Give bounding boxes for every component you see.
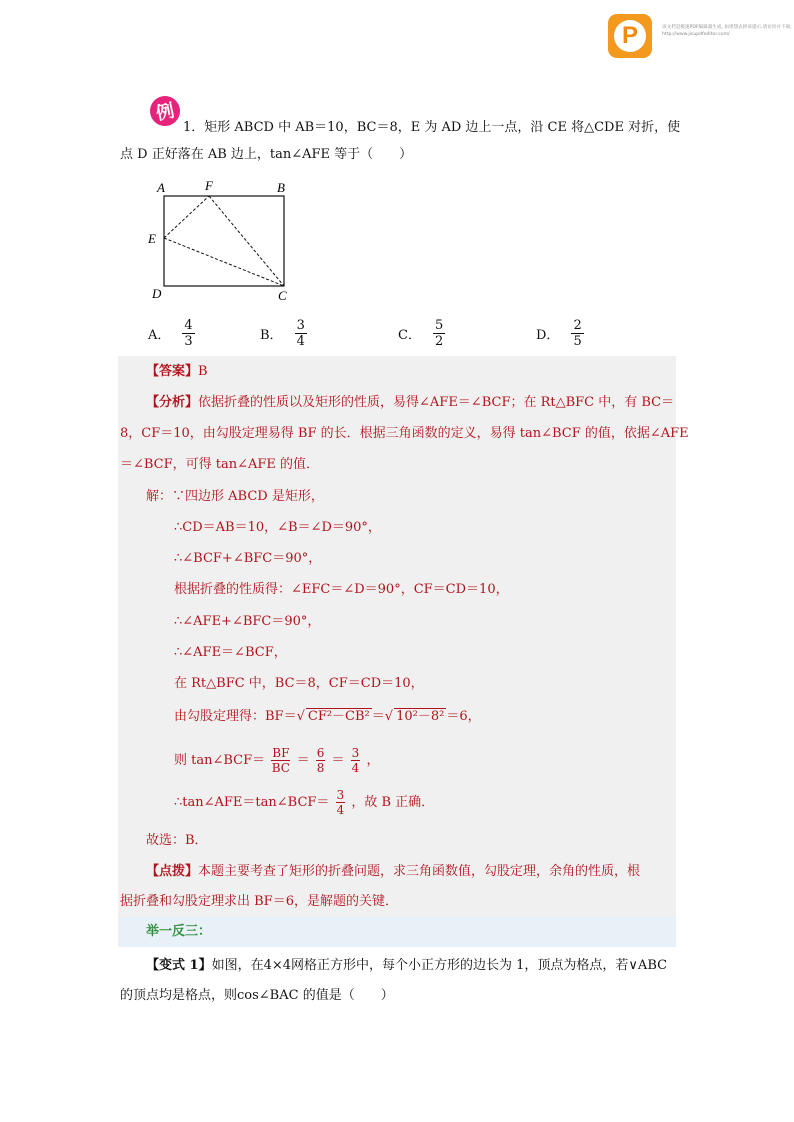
choice-b-den: 4 (296, 334, 305, 349)
rectangle-abcd (164, 196, 284, 286)
conclusion-suffix: ，故 B 正确． (351, 795, 435, 810)
choice-a-num: 4 (184, 318, 193, 333)
solution-line-9 (174, 746, 379, 775)
solution-line-7: 在 Rt△BFC 中，BC＝8，CF＝CD＝10， (174, 676, 424, 691)
label-f: F (205, 178, 213, 193)
watermark-text: 该文档是极速PDF编辑器生成, 如果想去掉该提示,请访问并下载: http://www.jisupdfeditor.com/ (662, 25, 792, 37)
segment-ef (164, 196, 209, 238)
choice-c-fraction (433, 318, 445, 349)
answer-value: B (198, 364, 208, 379)
choice-a (148, 318, 195, 349)
analysis-line-2: 8，CF＝10，由勾股定理易得 BF 的长．根据三角函数的定义，易得 tan∠BCF 的值，依据∠AFE (120, 426, 689, 441)
sqrt-expression-2: 10²－8² (396, 709, 445, 724)
app-logo (608, 14, 652, 58)
example-badge: 例 (147, 93, 183, 129)
choice-c-label: C． (398, 328, 421, 343)
solution-line-4: 根据折叠的性质得：∠EFC＝∠D＝90°，CF＝CD＝10， (174, 582, 509, 597)
fraction-final-den: 4 (336, 803, 345, 817)
fraction-bf-bc (271, 746, 290, 775)
variant-text-1: 如图，在4×4网格正方形中，每个小正方形的边长为 1，顶点为格点，若∨ABC (211, 958, 668, 973)
fraction-8-den: 8 (316, 761, 325, 775)
tip-tag: 【点拨】 (146, 864, 199, 879)
analysis-line-3: ＝∠BCF，可得 tan∠AFE 的值． (120, 457, 320, 472)
tan-equals-1: ＝ (296, 753, 310, 768)
analysis-text-1: 依据折叠的性质以及矩形的性质，易得∠AFE＝∠BCF；在 Rt△BFC 中，有 BC＝ (198, 395, 675, 410)
tip-line-1 (146, 864, 640, 880)
variant-line-2: 的顶点均是格点，则cos∠BAC 的值是（ ） (120, 988, 394, 1003)
pythag-result: ＝6， (446, 709, 481, 724)
variant-tag: 【变式 1】 (146, 958, 212, 973)
practice-heading: 举一反三： (146, 924, 212, 939)
label-a: A (157, 180, 165, 195)
tan-prefix: 则 tan∠BCF＝ (174, 753, 266, 768)
variant-line-1 (146, 958, 667, 974)
label-b: B (277, 180, 285, 195)
logo-letter: P (614, 20, 646, 52)
tan-equals-2: ＝ (331, 753, 345, 768)
solution-line-3: ∴∠BCF+∠BFC＝90°， (174, 551, 322, 566)
fraction-6-8 (316, 746, 326, 775)
choice-b-num: 3 (296, 318, 305, 333)
label-c: C (278, 288, 287, 303)
fraction-bf-num: BF (272, 746, 290, 760)
pythag-prefix: 由勾股定理得：BF＝ (174, 709, 297, 724)
pythag-equals: ＝ (371, 709, 385, 724)
choice-b-fraction (295, 318, 307, 349)
fraction-bc-den: BC (271, 761, 290, 775)
choice-b (260, 318, 307, 349)
choice-d (536, 318, 584, 349)
answer-choices (148, 318, 708, 358)
label-d: D (152, 286, 162, 301)
fraction-6-num: 6 (316, 746, 325, 760)
tan-suffix: ， (366, 753, 380, 768)
solution-panel (118, 356, 689, 917)
choice-d-label: D． (536, 328, 560, 343)
conclusion-prefix: ∴tan∠AFE＝tan∠BCF＝ (174, 795, 330, 810)
analysis-line-1 (146, 395, 674, 411)
tip-text-1: 本题主要考查了矩形的折叠问题，求三角函数值，勾股定理，余角的性质，根 (198, 864, 641, 879)
solution-line-2: ∴CD＝AB＝10，∠B＝∠D＝90°， (174, 520, 381, 535)
solution-line-10 (174, 788, 434, 817)
choice-d-fraction (571, 318, 583, 349)
choice-d-den: 5 (573, 334, 582, 349)
choice-c (398, 318, 445, 349)
choice-b-label: B． (260, 328, 283, 343)
analysis-tag: 【分析】 (146, 395, 199, 410)
question-line-1: 1．矩形 ABCD 中 AB＝10，BC＝8，E 为 AD 边上一点，沿 CE 将△CDE 对折，使 (183, 120, 681, 135)
fraction-final (336, 788, 346, 817)
fraction-final-num: 3 (336, 788, 345, 802)
choice-c-den: 2 (434, 334, 444, 349)
solution-line-6: ∴∠AFE＝∠BCF， (174, 645, 287, 660)
choice-d-num: 2 (573, 318, 582, 333)
choice-a-fraction (182, 318, 194, 349)
label-e: E (148, 231, 156, 246)
solution-line-5: ∴∠AFE+∠BFC＝90°， (174, 614, 321, 629)
choice-a-label: A． (148, 328, 171, 343)
practice-heading-strip (118, 917, 676, 947)
fraction-3-num: 3 (351, 746, 360, 760)
segment-fc (209, 196, 284, 286)
rectangle-figure (146, 176, 306, 308)
fraction-3-4 (351, 746, 361, 775)
tip-line-2: 据折叠和勾股定理求出 BF＝6，是解题的关键． (120, 894, 398, 909)
solution-line-8: 由勾股定理得：BF＝√ CF²－CB² ＝√ 10²－8² ＝6， (174, 709, 481, 724)
choose-line: 故选：B． (146, 833, 208, 848)
question-line-2: 点 D 正好落在 AB 边上，tan∠AFE 等于（ ） (120, 147, 413, 162)
segment-ec (164, 238, 284, 286)
answer-line (146, 364, 208, 380)
choice-a-den: 3 (184, 334, 193, 349)
fraction-4-den: 4 (351, 761, 360, 775)
sqrt-expression-1: CF²－CB² (307, 709, 370, 724)
answer-tag: 【答案】 (146, 364, 199, 379)
choice-c-num: 5 (434, 318, 444, 333)
solution-line-1: 解：∵四边形 ABCD 是矩形， (146, 489, 324, 504)
